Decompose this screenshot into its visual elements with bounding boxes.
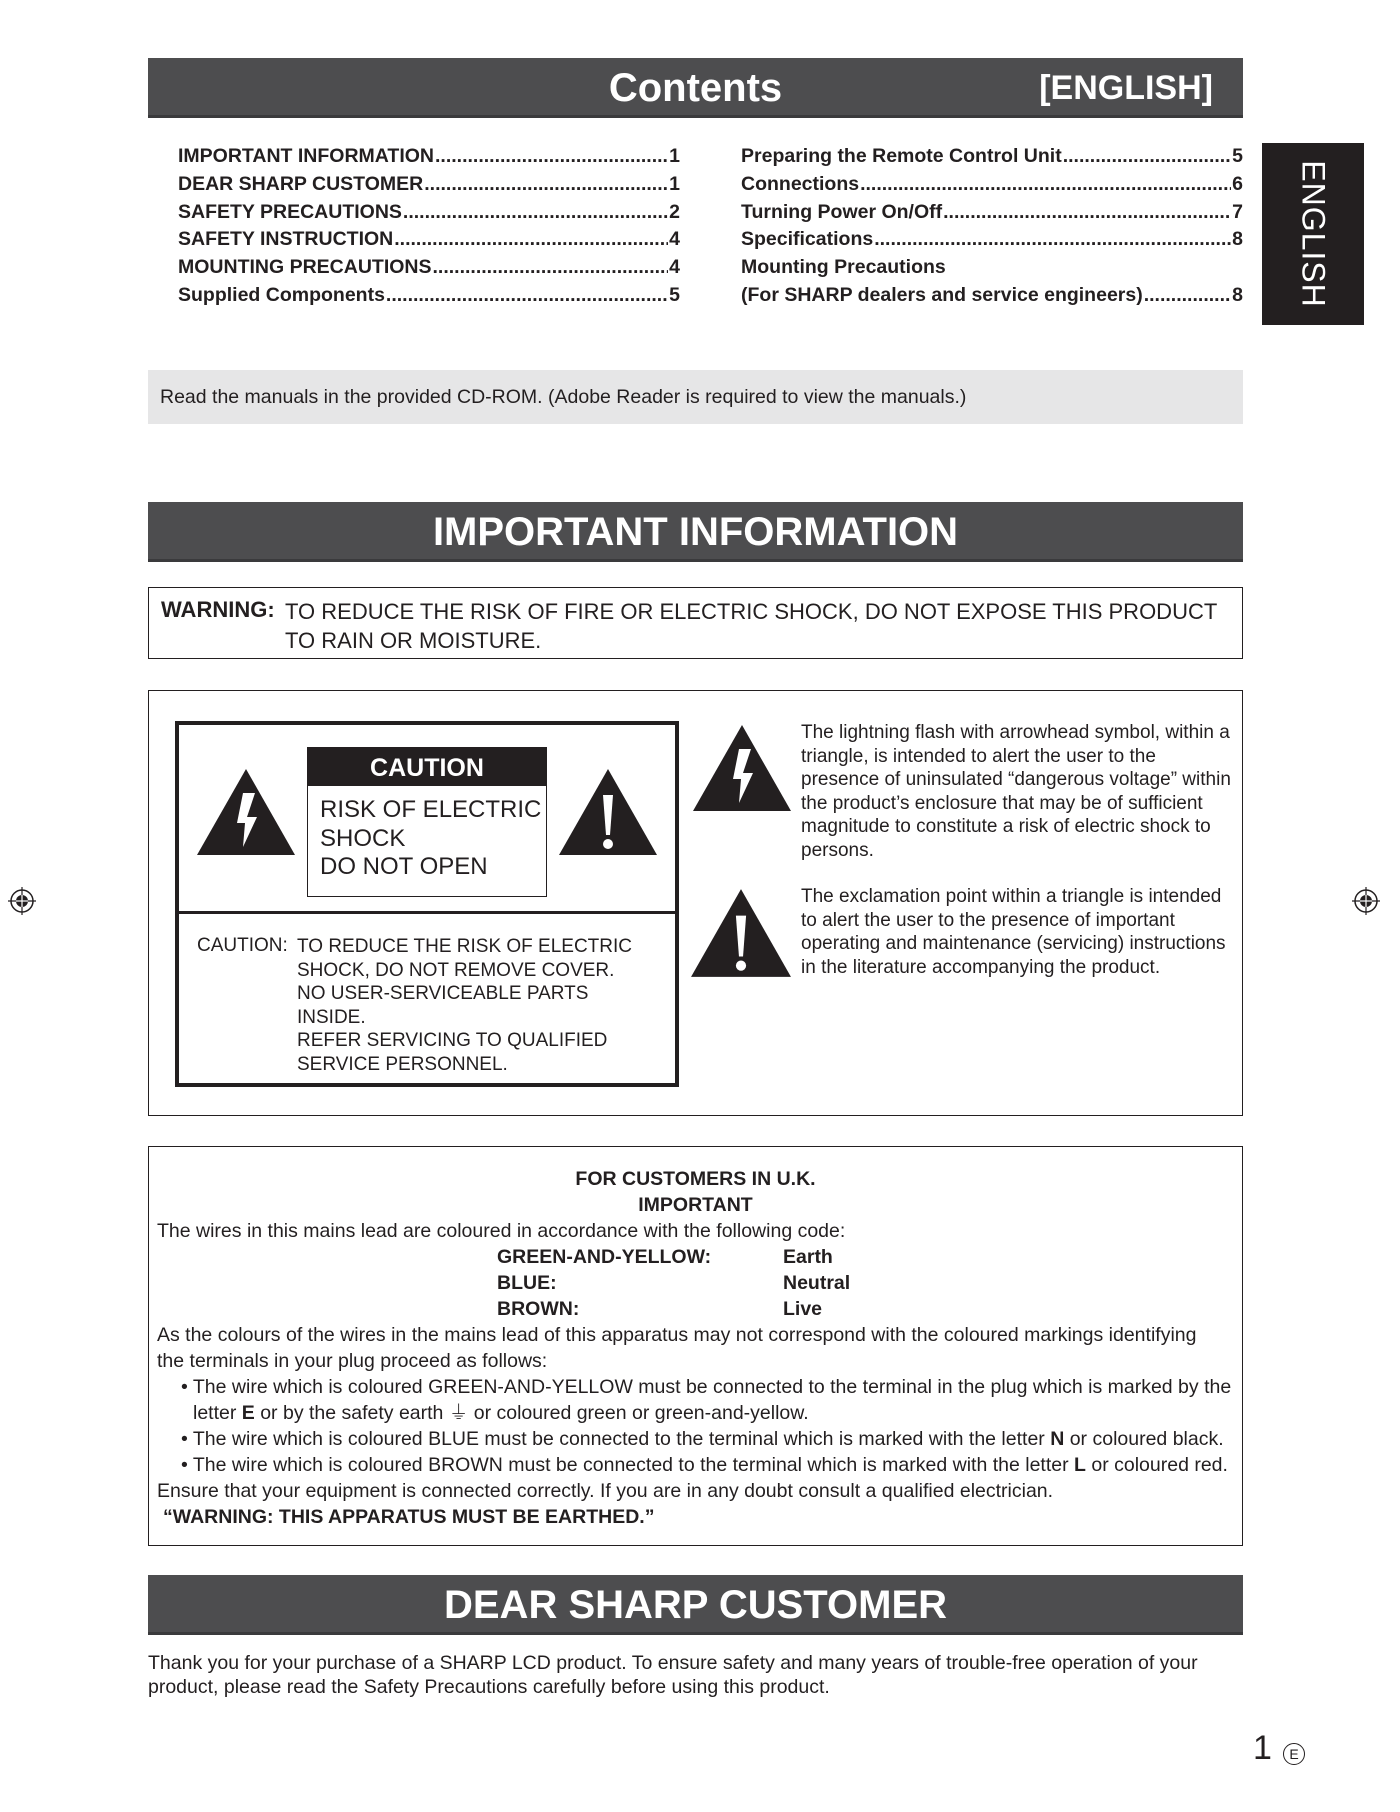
wire-meaning: Live: [783, 1298, 823, 1320]
uk-ensure: Ensure that your equipment is connected correctly. If you are in any doubt consult a qualified electrician.: [157, 1480, 1054, 1502]
page-number: 1: [1253, 1729, 1272, 1767]
toc-entry[interactable]: (For SHARP dealers and service engineers) ..... 8: [741, 282, 1243, 310]
contents-title: Contents: [608, 66, 783, 110]
dear-customer-text: Thank you for your purchase of a SHARP LCD product. To ensure safety and many years of trouble-free operation of your product, please read the Safety Precautions carefully before using this product.: [148, 1652, 1198, 1698]
uk-heading: FOR CUSTOMERS IN U.K.: [575, 1168, 816, 1190]
caution-note-label: CAUTION:: [197, 935, 288, 956]
toc-entry[interactable]: Preparing the Remote Control Unit ..... 5: [741, 143, 1243, 171]
language-label: [ENGLISH]: [1039, 69, 1213, 107]
lightning-description: The lightning flash with arrowhead symbol, within a triangle, is intended to alert the user to the presence of uninsulated “dangerous voltage” within the product’s enclosure that may be of sufficient magnitude to constitute a risk of electric shock to persons.: [801, 722, 1231, 861]
important-info-title: IMPORTANT INFORMATION: [432, 510, 959, 554]
toc-left: [178, 143, 680, 310]
caution-label-text: RISK OF ELECTRIC SHOCK DO NOT OPEN: [320, 796, 542, 880]
toc-entry[interactable]: Connections ..... 6: [741, 171, 1243, 199]
wire-meaning: Neutral: [783, 1272, 851, 1294]
warning-box: [148, 587, 1243, 659]
important-info-header: [148, 502, 1243, 562]
page-suffix: E: [1283, 1743, 1305, 1765]
dear-customer-header: [148, 1575, 1243, 1635]
caution-label: [307, 747, 547, 897]
uk-subheading: IMPORTANT: [638, 1193, 753, 1216]
wire-color: BROWN:: [497, 1298, 580, 1320]
side-tab-label: ENGLISH: [1295, 160, 1332, 308]
caution-panel: [175, 721, 679, 1087]
warning-label: WARNING:: [161, 597, 275, 622]
toc-entry[interactable]: Specifications ..... 8: [741, 226, 1243, 254]
toc-entry[interactable]: Supplied Components ..... 5: [178, 282, 680, 310]
wire-color: GREEN-AND-YELLOW:: [497, 1246, 712, 1268]
lightning-symbol-icon: [691, 723, 793, 813]
symbol-explanation-box: [148, 690, 1243, 1116]
wire-meaning: Earth: [783, 1246, 833, 1268]
toc-entry[interactable]: SAFETY PRECAUTIONS ..... 2: [178, 199, 680, 227]
uk-customers-box: [148, 1146, 1243, 1546]
toc-entry[interactable]: SAFETY INSTRUCTION ..... 4: [178, 226, 680, 254]
toc-entry[interactable]: DEAR SHARP CUSTOMER ..... 1: [178, 171, 680, 199]
uk-bullet-live: • The wire which is coloured BROWN must be connected to the terminal which is marked with the letter L or coloured red.: [181, 1454, 1228, 1476]
exclamation-description: The exclamation point within a triangle is intended to alert the user to the presence of important operating and maintenance (servicing) instructions in the literature accompanying the product.: [801, 886, 1226, 978]
caution-label-head: CAUTION: [308, 748, 546, 786]
toc-right: [741, 143, 1243, 310]
dear-customer-title: DEAR SHARP CUSTOMER: [443, 1583, 948, 1627]
toc-entry[interactable]: Mounting Precautions: [741, 256, 946, 279]
uk-bullet-earth: • The wire which is coloured GREEN-AND-YELLOW must be connected to the terminal in the plug which is marked by the letter E or by the safety earth ⏚ or coloured green or green-and-yellow.: [181, 1376, 1232, 1424]
wire-color: BLUE:: [497, 1272, 557, 1294]
caution-note-text: TO REDUCE THE RISK OF ELECTRIC SHOCK, DO NOT REMOVE COVER. NO USER-SERVICEABLE PARTS INSIDE. REFER SERVICING TO QUALIFIED SERVICE PERSONNEL.: [297, 936, 633, 1075]
uk-earthed-warning: “WARNING: THIS APPARATUS MUST BE EARTHED.”: [163, 1506, 655, 1528]
language-side-tab: [1262, 143, 1364, 325]
lightning-warning-icon: [195, 767, 297, 857]
toc-entry[interactable]: MOUNTING PRECAUTIONS ..... 4: [178, 254, 680, 282]
exclamation-warning-icon: [557, 767, 659, 857]
uk-intro: The wires in this mains lead are coloured in accordance with the following code:: [157, 1220, 846, 1242]
cd-rom-note-text: Read the manuals in the provided CD-ROM. (Adobe Reader is required to view the manuals.): [160, 386, 967, 408]
exclamation-symbol-icon: [689, 887, 793, 979]
contents-header: [148, 58, 1243, 118]
registration-mark-icon: [1352, 887, 1380, 915]
warning-text: TO REDUCE THE RISK OF FIRE OR ELECTRIC SHOCK, DO NOT EXPOSE THIS PRODUCT TO RAIN OR MOISTURE.: [285, 599, 1217, 653]
toc-entry[interactable]: IMPORTANT INFORMATION ..... 1: [178, 143, 680, 171]
cd-rom-note: [148, 370, 1243, 424]
toc-entry[interactable]: Turning Power On/Off ..... 7: [741, 199, 1243, 227]
registration-mark-icon: [8, 887, 36, 915]
uk-bullet-neutral: • The wire which is coloured BLUE must be connected to the terminal which is marked with the letter N or coloured black.: [181, 1428, 1224, 1450]
uk-paragraph: As the colours of the wires in the mains lead of this apparatus may not correspond with the coloured markings identifying the terminals in your plug proceed as follows:: [157, 1324, 1197, 1372]
caution-separator: [179, 911, 675, 914]
